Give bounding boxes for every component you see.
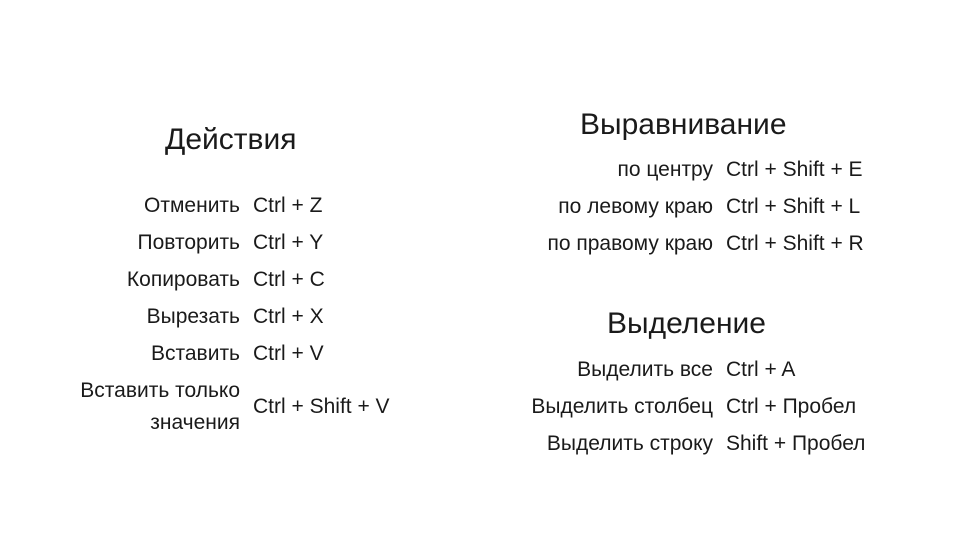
shortcut-row-align-right — [0, 225, 864, 262]
shortcut-keys: Shift + Пробел — [726, 432, 866, 455]
shortcut-label: Копировать — [126, 268, 240, 291]
shortcut-label: Повторить — [137, 231, 240, 254]
shortcut-label: по центру — [617, 158, 713, 181]
shortcut-label: Вставить — [150, 342, 240, 365]
shortcut-label: Отменить — [144, 194, 240, 217]
shortcut-keys: Ctrl + V — [253, 342, 324, 365]
shortcut-keys: Ctrl + Shift + R — [726, 232, 864, 255]
shortcut-label: Выделить все — [577, 358, 713, 381]
shortcut-row-align-left — [0, 188, 861, 225]
shortcut-keys: Ctrl + A — [726, 358, 796, 381]
shortcut-label-line2: значения — [150, 411, 240, 434]
shortcut-label: по правому краю — [547, 232, 713, 255]
shortcut-keys: Ctrl + Y — [253, 231, 324, 254]
shortcut-keys: Ctrl + Z — [253, 194, 323, 217]
shortcut-label: Выделить строку — [546, 432, 713, 455]
shortcut-row-copy — [0, 261, 325, 298]
shortcut-label: Вырезать — [146, 305, 240, 328]
shortcut-label-line1: Вставить только — [80, 379, 240, 402]
shortcut-row-select-all — [0, 351, 796, 388]
shortcut-keys: Ctrl + X — [253, 305, 324, 328]
shortcut-label: по левому краю — [558, 195, 713, 218]
selection-title: Выделение — [607, 307, 766, 340]
shortcut-keys: Ctrl + Shift + L — [726, 195, 861, 218]
shortcut-row-cut — [0, 298, 324, 335]
shortcut-keys: Ctrl + Shift + V — [253, 395, 390, 418]
shortcut-row-align-center — [0, 151, 863, 188]
shortcut-row-select-row — [0, 425, 866, 462]
actions-title: Действия — [165, 123, 297, 156]
shortcut-keys: Ctrl + Пробел — [726, 395, 857, 418]
shortcut-row-select-column — [0, 388, 857, 425]
shortcut-keys: Ctrl + C — [253, 268, 325, 291]
shortcut-keys: Ctrl + Shift + E — [726, 158, 863, 181]
alignment-title: Выравнивание — [580, 108, 787, 141]
shortcut-label: Выделить столбец — [531, 395, 713, 418]
